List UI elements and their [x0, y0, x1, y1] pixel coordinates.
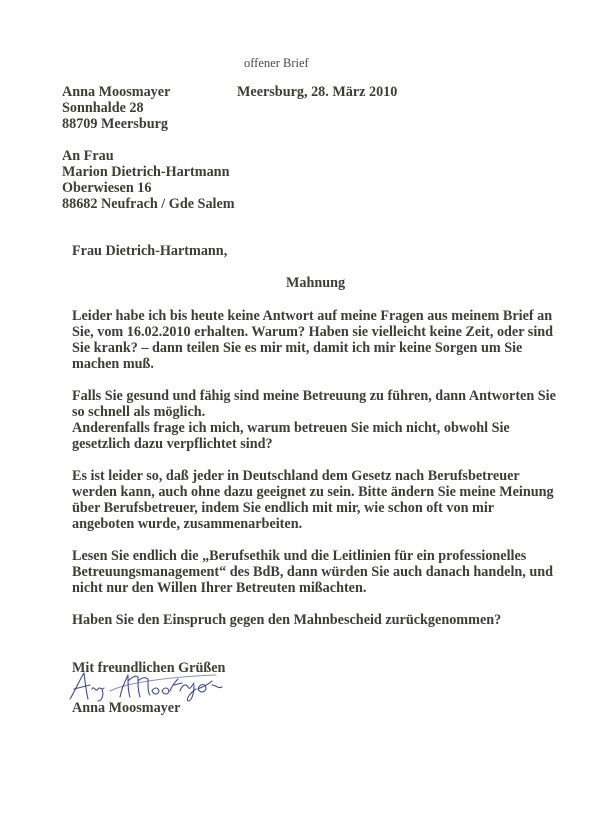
paragraph-line: gesetzlich dazu verpflichtet sind?: [72, 436, 273, 452]
paragraph-line: Sie krank? – dann teilen Sie es mir mit, damit ich mir keine Sorgen um Sie: [72, 340, 523, 356]
paragraph-line: so schnell als möglich.: [72, 404, 206, 420]
paragraph-line: Lesen Sie endlich die „Berufsethik und die Leitlinien für ein professionelles: [72, 548, 527, 564]
paragraph-line: Anderenfalls frage ich mich, warum betreuen Sie mich nicht, obwohl Sie: [72, 420, 510, 436]
sender-street: Sonnhalde 28: [62, 100, 144, 116]
sender-name: Anna Moosmayer: [62, 84, 171, 100]
paragraph-line: nicht nur den Willen Ihrer Betreuten mißachten.: [72, 580, 367, 596]
paragraph: [72, 612, 501, 628]
paragraph-line: machen muß.: [72, 356, 154, 372]
sender-city: 88709 Meersburg: [62, 116, 168, 132]
paragraph: [72, 468, 554, 532]
sender-address: [62, 84, 170, 132]
paragraph-line: werden kann, auch ohne dazu geeignet zu sein. Bitte ändern Sie meine Meinung: [72, 484, 554, 500]
subject-heading: Mahnung: [286, 275, 346, 291]
paragraph: [72, 548, 553, 596]
salutation: Frau Dietrich-Hartmann,: [72, 243, 228, 259]
paragraph-line: Es ist leider so, daß jeder in Deutschland dem Gesetz nach Berufsbetreuer: [72, 468, 520, 484]
header-note: offener Brief: [244, 56, 309, 70]
signer-name: Anna Moosmayer: [72, 700, 181, 716]
paragraph-line: angeboten wurde, zusammenarbeiten.: [72, 516, 303, 532]
paragraph-line: Falls Sie gesund und fähig sind meine Betreuung zu führen, dann Antworten Sie: [72, 388, 556, 404]
recipient-city: 88682 Neufrach / Gde Salem: [62, 196, 235, 212]
paragraph-line: Sie, vom 16.02.2010 erhalten. Warum? Haben sie vielleicht keine Zeit, oder sind: [72, 324, 554, 340]
paragraph-line: Betreuungsmanagement“ des BdB, dann würden Sie auch danach handeln, und: [72, 564, 554, 580]
paragraph: [72, 388, 556, 452]
date-line: Meersburg, 28. März 2010: [237, 84, 398, 100]
paragraph-line: Haben Sie den Einspruch gegen den Mahnbescheid zurückgenommen?: [72, 612, 502, 628]
recipient-street: Oberwiesen 16: [62, 180, 152, 196]
paragraph: [72, 308, 553, 372]
handwritten-signature: [66, 671, 246, 703]
paragraph-line: über Berufsbetreuer, indem Sie endlich mit mir, wie schon oft von mir: [72, 500, 495, 516]
paragraph-line: Leider habe ich bis heute keine Antwort auf meine Fragen aus meinem Brief an: [72, 308, 553, 324]
recipient-salutation-line: An Frau: [62, 148, 114, 164]
recipient-address: [62, 148, 235, 212]
recipient-name: Marion Dietrich-Hartmann: [62, 164, 230, 180]
closing: Mit freundlichen Grüßen: [72, 660, 226, 676]
